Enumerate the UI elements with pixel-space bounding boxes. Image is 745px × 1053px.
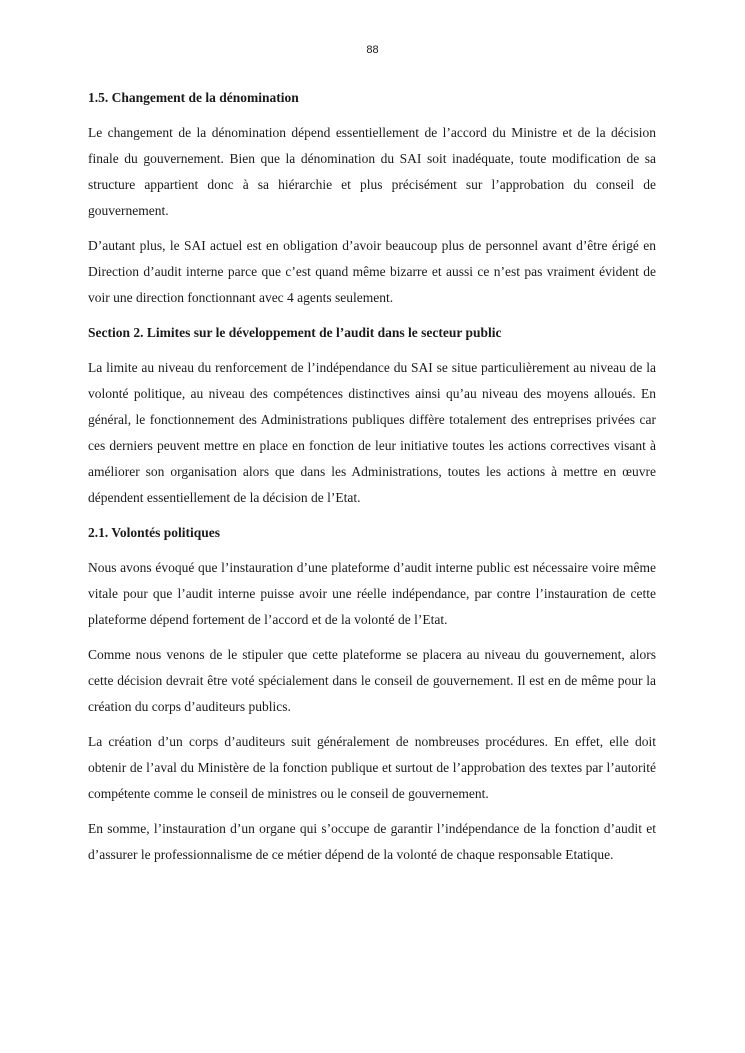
paragraph: Nous avons évoqué que l’instauration d’une plateforme d’audit interne public est nécessaire voire même vitale pour que l’audit interne puisse avoir une réelle indépendance, par contre l’instauration de cette plateforme dépend fortement de l’accord et de la volonté de l’Etat. [88,560,656,627]
paragraph: La limite au niveau du renforcement de l’indépendance du SAI se situe particulièrement au niveau de la volonté politique, au niveau des compétences distinctives ainsi qu’au niveau des moyens alloués. En général, le fonctionnement des Administrations publiques diffère totalement des entreprises privées car ces derniers peuvent mettre en place en fonction de leur initiative toutes les actions correctives visant à améliorer son organisation alors que dans les Administrations, toutes les actions à mettre en œuvre dépendent essentiellement de la décision de l’Etat. [88,360,656,505]
section-heading-volontes-politiques: 2.1. Volontés politiques [88,525,221,540]
paragraph: En somme, l’instauration d’un organe qui s’occupe de garantir l’indépendance de la fonction d’audit et d’assurer le professionnalisme de ce métier dépend de la volonté de chaque responsable Etatique. [88,821,656,862]
paragraph: La création d’un corps d’auditeurs suit généralement de nombreuses procédures. En effet, elle doit obtenir de l’aval du Ministère de la fonction publique et surtout de l’approbation des textes par l’autorité compétente comme le conseil de ministres ou le conseil de gouvernement. [88,734,656,801]
section-heading-changement-denomination: 1.5. Changement de la dénomination [88,90,299,105]
section-heading-limites-developpement: Section 2. Limites sur le développement de l’audit dans le secteur public [88,325,502,340]
paragraph: D’autant plus, le SAI actuel est en obligation d’avoir beaucoup plus de personnel avant d’être érigé en Direction d’audit interne parce que c’est quand même bizarre et aussi ce n’est pas vraiment évident de voir une direction fonctionnant avec 4 agents seulement. [88,238,656,305]
page-number: 88 [366,44,379,56]
paragraph: Le changement de la dénomination dépend essentiellement de l’accord du Ministre et de la décision finale du gouvernement. Bien que la dénomination du SAI soit inadéquate, toute modification de sa structure appartient donc à sa hiérarchie et plus précisément sur l’approbation du conseil de gouvernement. [88,125,656,218]
paragraph: Comme nous venons de le stipuler que cette plateforme se placera au niveau du gouvernement, alors cette décision devrait être voté spécialement dans le conseil de gouvernement. Il est en de même pour la création du corps d’auditeurs publics. [88,647,656,714]
document-body [88,85,656,877]
